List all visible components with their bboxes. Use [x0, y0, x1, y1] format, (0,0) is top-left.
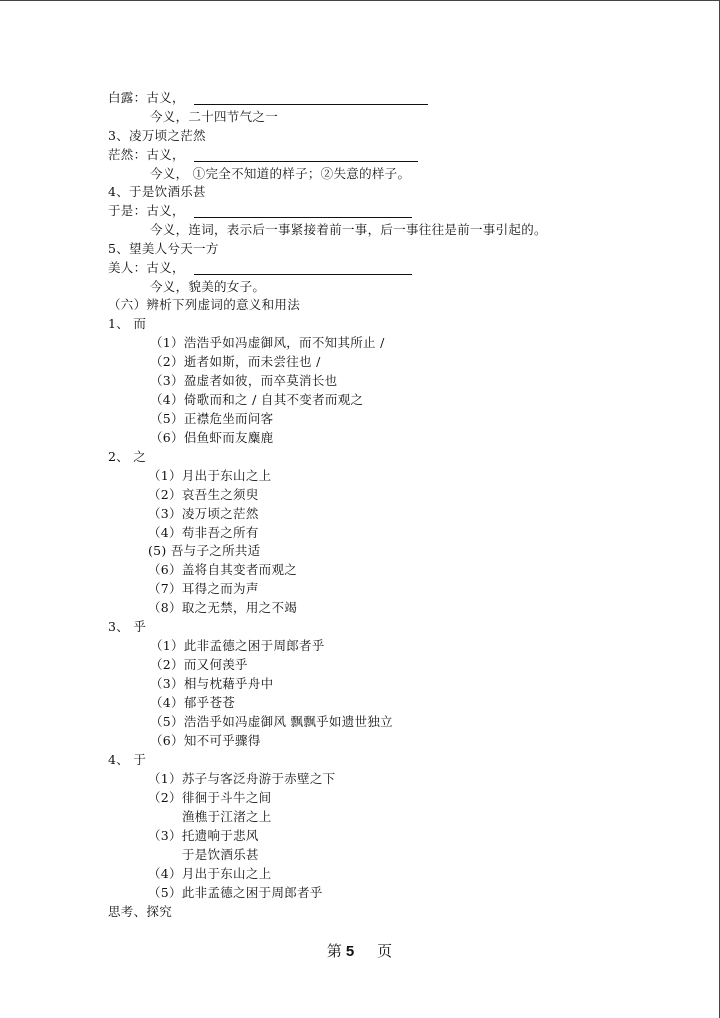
list-item: （6）盖将自其变者而观之: [148, 562, 298, 577]
list-item: （2）哀吾生之须臾: [148, 487, 259, 502]
list-item: （7）耳得之而为声: [148, 581, 259, 596]
sentence-4: 4、于是饮酒乐甚: [108, 184, 206, 199]
section-title: （六）辨析下列虚词的意义和用法: [108, 297, 301, 312]
meiren-modern-meaning: 今义，貌美的女子。: [150, 279, 266, 294]
list-item: （1）此非孟德之困于周郎者乎: [150, 638, 325, 653]
list-item: （6）知不可乎骤得: [150, 733, 261, 748]
meiren-label: 美人：古义，: [108, 260, 185, 275]
list-item: （4）苟非吾之所有: [148, 525, 259, 540]
sentence-5: 5、望美人兮天一方: [108, 241, 219, 256]
meiren-answer-blank: [194, 274, 412, 275]
page-number: [0, 940, 720, 961]
list-item: （1）苏子与客泛舟游于赤壁之下: [148, 771, 336, 786]
list-item: （8）取之无禁，用之不竭: [148, 600, 298, 615]
yushi-modern-meaning: 今义，连词，表示后一事紧接着前一事，后一事往往是前一事引起的。: [150, 222, 547, 237]
list-item: （3）相与枕藉乎舟中: [150, 676, 274, 691]
list-item: （5）此非孟德之困于周郎者乎: [148, 885, 323, 900]
list-item: 渔樵于江渚之上: [182, 809, 272, 824]
closing-heading: 思考、探究: [108, 904, 173, 919]
list-item: （3）凌万顷之茫然: [148, 506, 259, 521]
list-item: （5）浩浩乎如冯虚御风 飘飘乎如遗世独立: [150, 714, 393, 729]
list-item: 于是饮酒乐甚: [182, 847, 259, 862]
list-item: （4）倚歌而和之 / 自其不变者而观之: [150, 392, 364, 407]
group-heading-er: 1、 而: [108, 316, 147, 331]
list-item: （3）盈虚者如彼，而卒莫消长也: [150, 373, 338, 388]
mangran-modern-meaning: 今义， ①完全不知道的样子；②失意的样子。: [150, 166, 411, 181]
yushi-answer-blank: [194, 217, 412, 218]
mangran-label: 茫然：古义，: [108, 147, 185, 162]
list-item: （1）浩浩乎如冯虚御风，而不知其所止 /: [150, 335, 385, 350]
sentence-3: 3、凌万顷之茫然: [108, 128, 206, 143]
list-item: （2）逝者如斯，而未尝往也 /: [150, 354, 321, 369]
bailu-answer-blank: [194, 104, 428, 105]
list-item: （4）月出于东山之上: [148, 866, 272, 881]
list-item: （6）侣鱼虾而友麋鹿: [150, 430, 274, 445]
page-number-prefix: 第: [326, 942, 343, 960]
list-item: （2）徘徊于斗牛之间: [148, 790, 272, 805]
group-heading-yu: 4、 于: [108, 752, 147, 767]
bailu-modern-meaning: 今义，二十四节气之一: [150, 109, 279, 124]
list-item: （4）郁乎苍苍: [150, 695, 236, 710]
mangran-answer-blank: [194, 161, 418, 162]
list-item: （1）月出于东山之上: [148, 468, 272, 483]
page-number-suffix: 页: [377, 942, 394, 960]
bailu-label: 白露：古义，: [108, 90, 185, 105]
group-heading-hu: 3、 乎: [108, 619, 147, 634]
page-top-border: [0, 0, 720, 1]
yushi-label: 于是：古义，: [108, 203, 185, 218]
list-item: （3）托遗响于悲风: [148, 828, 259, 843]
list-item: （5）正襟危坐而问客: [150, 411, 274, 426]
list-item: （2）而又何羡乎: [150, 657, 248, 672]
group-heading-zhi: 2、 之: [108, 449, 147, 464]
list-item: (5) 吾与子之所共适: [148, 543, 261, 558]
page-number-value: 5: [345, 943, 356, 960]
